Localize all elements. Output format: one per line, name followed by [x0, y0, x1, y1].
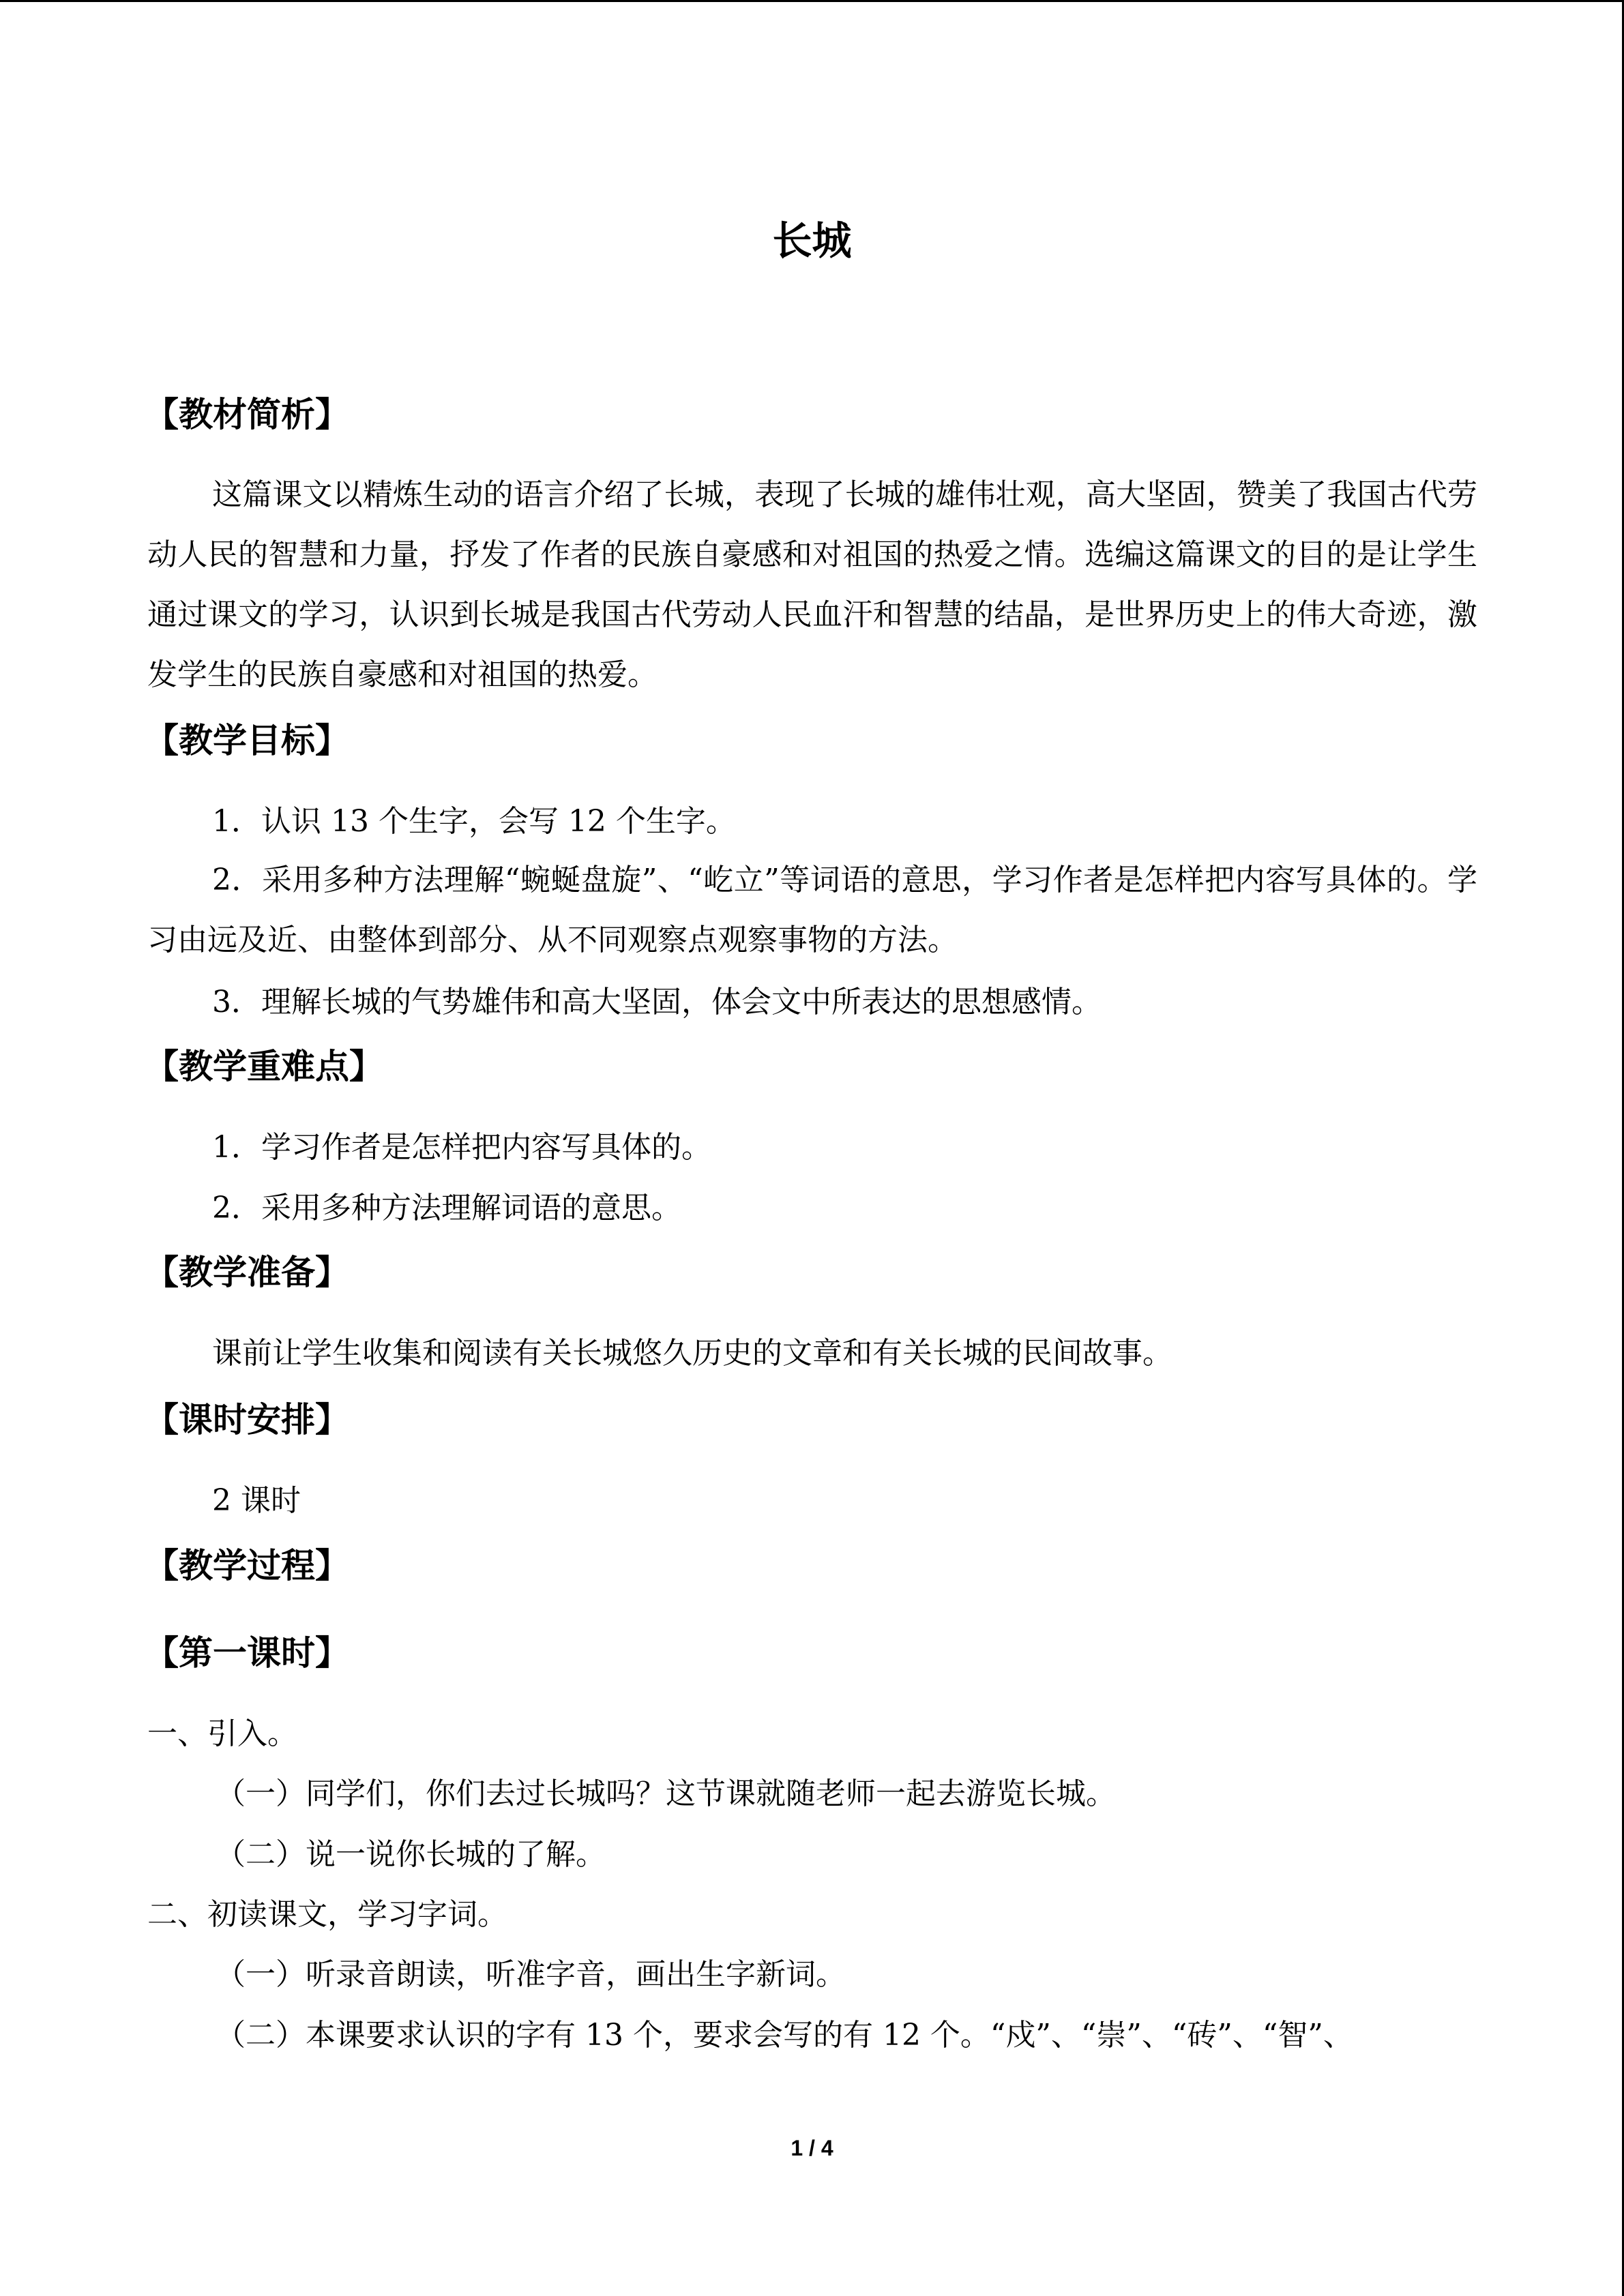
heading-schedule: 【课时安排】 — [145, 1399, 349, 1440]
lesson1-part1-a: （一）同学们，你们去过长城吗？这节课就随老师一起去游览长城。 — [216, 1776, 1116, 1811]
keypoint-item-1: 1．学习作者是怎样把内容写具体的。 — [212, 1130, 711, 1165]
heading-lesson1: 【第一课时】 — [145, 1632, 349, 1673]
heading-process: 【教学过程】 — [145, 1545, 349, 1585]
keypoint-item-2: 2．采用多种方法理解词语的意思。 — [212, 1191, 681, 1225]
schedule-text: 2 课时 — [212, 1483, 301, 1518]
heading-keypoints: 【教学重难点】 — [145, 1046, 383, 1086]
lesson1-part2-b: （二）本课要求认识的字有 13 个，要求会写的有 12 个。“戍”、“崇”、“砖”、“智”、 — [216, 2018, 1353, 2053]
heading-analysis: 【教材简析】 — [145, 394, 349, 434]
goal-item-1: 1．认识 13 个生字，会写 12 个生字。 — [212, 804, 736, 839]
lesson1-part2-a: （一）听录音朗读，听准字音，画出生字新词。 — [216, 1957, 846, 1992]
lesson1-part1: 一、引入。 — [147, 1716, 297, 1751]
heading-preparation: 【教学准备】 — [145, 1252, 349, 1292]
preparation-text: 课前让学生收集和阅读有关长城悠久历史的文章和有关长城的民间故事。 — [212, 1336, 1172, 1371]
goal-item-2: 2．采用多种方法理解“蜿蜒盘旋”、“屹立”等词语的意思，学习作者是怎样把内容写具体的。学习由远及近、由整体到部分、从不同观察点观察事物的方法。 — [147, 863, 1477, 957]
page-number: 1 / 4 — [791, 2136, 833, 2160]
document-title: 长城 — [772, 218, 852, 264]
heading-goals: 【教学目标】 — [145, 720, 349, 760]
goal-item-3: 3．理解长城的气势雄伟和高大坚固，体会文中所表达的思想感情。 — [212, 985, 1102, 1019]
analysis-paragraph: 这篇课文以精炼生动的语言介绍了长城，表现了长城的雄伟壮观，高大坚固，赞美了我国古代劳动人民的智慧和力量，抒发了作者的民族自豪感和对祖国的热爱之情。选编这篇课文的目的是让学生通过课文的学习，认识到长城是我国古代劳动人民血汗和智慧的结晶，是世界历史上的伟大奇迹，激发学生的民族自豪感和对祖国的热爱。 — [147, 477, 1477, 692]
lesson1-part1-b: （二）说一说你长城的了解。 — [216, 1837, 606, 1872]
lesson1-part2: 二、初读课文，学习字词。 — [147, 1897, 507, 1932]
